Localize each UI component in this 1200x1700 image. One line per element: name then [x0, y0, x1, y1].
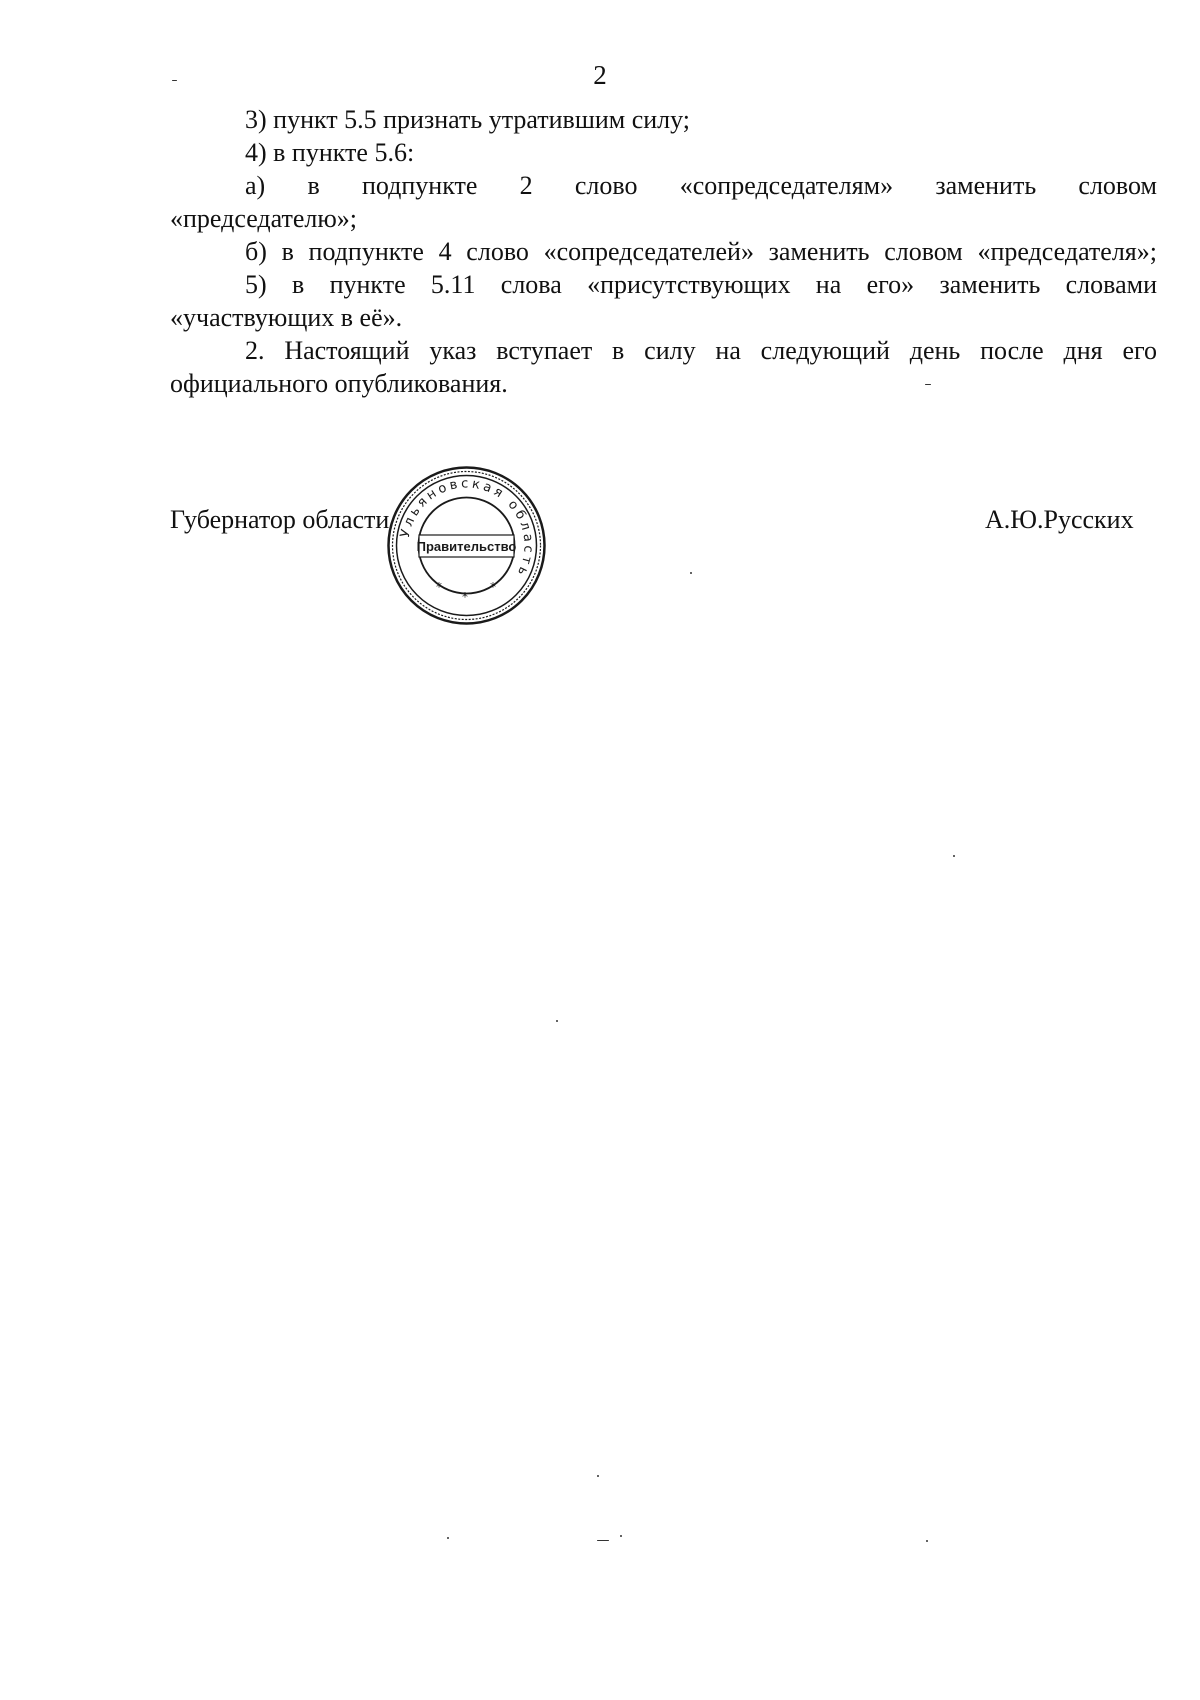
svg-text:*: * — [462, 590, 468, 604]
scan-artifact — [620, 1535, 622, 1537]
svg-text:*: * — [436, 580, 442, 594]
paragraph-item-5-continued: «участвующих в её». — [170, 303, 403, 332]
seal-outer-text: Ульяновская область — [397, 476, 536, 581]
scan-artifact — [597, 1475, 599, 1477]
scan-artifact — [690, 572, 692, 574]
scan-artifact — [953, 855, 955, 857]
scan-artifact — [926, 1540, 928, 1542]
seal-center-text: Правительство — [416, 539, 517, 554]
scan-artifact — [925, 384, 931, 385]
signatory-position: Губернатор области — [170, 505, 390, 534]
paragraph-subitem-a-continued: «председателю»; — [170, 204, 358, 233]
svg-text:*: * — [490, 580, 496, 594]
scan-artifact — [172, 80, 177, 81]
paragraph-section-2: 2. Настоящий указ вступает в силу на следующий день после дня его — [245, 336, 1157, 365]
svg-text:Ульяновская область — [398, 476, 536, 580]
document-body — [170, 103, 1157, 400]
paragraph-subitem-a: а) в подпункте 2 слово «сопредседателям» заменить словом — [245, 171, 1157, 200]
paragraph-item-4: 4) в пункте 5.6: — [245, 138, 415, 167]
official-seal-icon — [384, 463, 549, 628]
paragraph-item-5: 5) в пункте 5.11 слова «присутствующих на его» заменить словами — [245, 270, 1157, 299]
scan-artifact — [447, 1537, 449, 1539]
paragraph-item-3: 3) пункт 5.5 признать утратившим силу; — [245, 105, 691, 134]
scan-artifact — [556, 1020, 558, 1022]
page-number: 2 — [593, 60, 607, 90]
signatory-name: А.Ю.Русских — [985, 505, 1134, 534]
paragraph-subitem-b: б) в подпункте 4 слово «сопредседателей» заменить словом «председателя»; — [245, 237, 1157, 266]
paragraph-section-2-continued: официального опубликования. — [170, 369, 508, 398]
scan-artifact — [597, 1540, 609, 1541]
